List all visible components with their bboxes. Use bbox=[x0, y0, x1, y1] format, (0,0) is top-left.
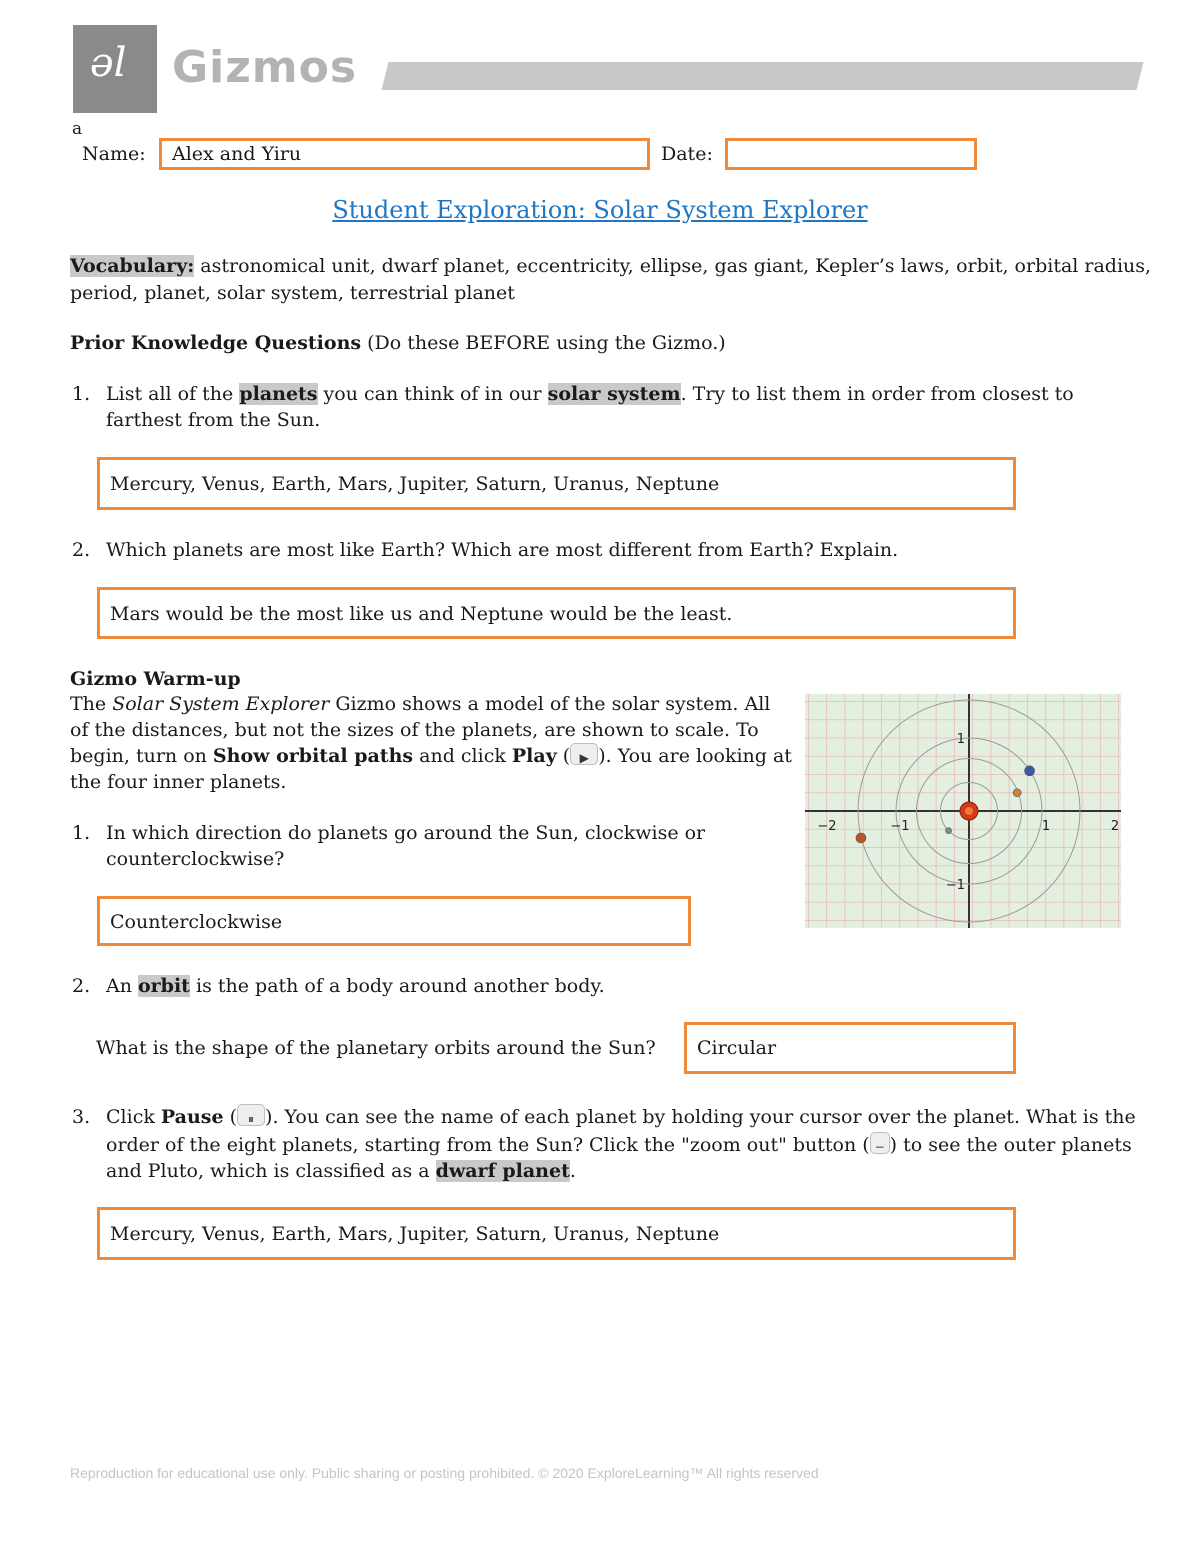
x-tick-label: −1 bbox=[890, 819, 910, 834]
y-tick-label: 1 bbox=[956, 732, 965, 747]
date-field[interactable] bbox=[725, 138, 977, 170]
brand-name: Gizmos bbox=[172, 42, 358, 93]
warmup-q1-answer[interactable]: Counterclockwise bbox=[97, 896, 691, 946]
warmup-paragraph-line-3: begin, turn on Show orbital paths and click Play ( ▶ ). You are looking at bbox=[70, 745, 792, 767]
planet-point-venus bbox=[1013, 789, 1021, 797]
stray-text: a bbox=[72, 119, 83, 139]
question-number: 3. bbox=[72, 1106, 91, 1128]
x-tick-label: 2 bbox=[1110, 819, 1120, 834]
x-tick-label: 1 bbox=[1041, 819, 1051, 834]
warmup-paragraph-line-1: The Solar System Explorer Gizmo shows a model of the solar system. All bbox=[70, 693, 771, 715]
warmup-q3-line-2: order of the eight planets, starting from the Sun? Click the "zoom out" button ( − ) to see the outer planets bbox=[106, 1134, 1132, 1156]
solar-system-chart bbox=[805, 694, 1121, 928]
prior-heading: Prior Knowledge Questions (Do these BEFORE using the Gizmo.) bbox=[70, 332, 726, 354]
question-number: 1. bbox=[72, 822, 91, 844]
warmup-q3-line-3: and Pluto, which is classified as a dwarf planet. bbox=[106, 1160, 576, 1182]
prior-q2-answer[interactable]: Mars would be the most like us and Neptune would be the least. bbox=[97, 587, 1016, 639]
prior-q2-text: Which planets are most like Earth? Which are most different from Earth? Explain. bbox=[106, 539, 899, 561]
play-icon: ▶ bbox=[570, 743, 598, 765]
warmup-paragraph-line-2: of the distances, but not the sizes of the planets, are shown to scale. To bbox=[70, 719, 759, 741]
y-tick-label: −1 bbox=[945, 878, 965, 893]
vocabulary-line-2: period, planet, solar system, terrestrial planet bbox=[70, 282, 515, 304]
question-number: 2. bbox=[72, 975, 91, 997]
zoom-out-icon: − bbox=[870, 1132, 890, 1154]
vocabulary-line-1: Vocabulary: astronomical unit, dwarf planet, eccentricity, ellipse, gas giant, Kepler’s laws, orbit, orbital radius, bbox=[70, 255, 1152, 277]
x-tick-label: −2 bbox=[817, 819, 837, 834]
page-title: Student Exploration: Solar System Explorer bbox=[332, 196, 868, 224]
name-field[interactable]: Alex and Yiru bbox=[159, 138, 650, 170]
warmup-q3-line-1: Click Pause ( ⏸ ). You can see the name of each planet by holding your cursor over the planet. What is the bbox=[106, 1106, 1136, 1128]
warmup-q3-answer[interactable]: Mercury, Venus, Earth, Mars, Jupiter, Saturn, Uranus, Neptune bbox=[97, 1207, 1016, 1260]
planet-point-mercury bbox=[946, 828, 952, 834]
planet-point-earth bbox=[1025, 766, 1035, 776]
warmup-q2-answer[interactable]: Circular bbox=[684, 1022, 1016, 1074]
pause-icon: ⏸ bbox=[237, 1104, 265, 1126]
warmup-paragraph-line-4: the four inner planets. bbox=[70, 771, 287, 793]
prior-q1-answer[interactable]: Mercury, Venus, Earth, Mars, Jupiter, Saturn, Uranus, Neptune bbox=[97, 457, 1016, 510]
name-label: Name: bbox=[82, 143, 146, 165]
prior-q1-line-1: List all of the planets you can think of in our solar system. Try to list them in order from closest to bbox=[106, 383, 1074, 405]
logo-icon: ǝl bbox=[90, 40, 127, 86]
warmup-q1-line-1: In which direction do planets go around the Sun, clockwise or bbox=[106, 822, 706, 844]
vocabulary-label: Vocabulary: bbox=[70, 255, 195, 277]
question-number: 1. bbox=[72, 383, 91, 405]
warmup-q2-subquestion: What is the shape of the planetary orbits around the Sun? bbox=[96, 1037, 656, 1059]
question-number: 2. bbox=[72, 539, 91, 561]
planet-point-mars bbox=[856, 833, 866, 843]
header-banner bbox=[382, 62, 1144, 90]
warmup-heading: Gizmo Warm-up bbox=[70, 668, 241, 690]
prior-q1-line-2: farthest from the Sun. bbox=[106, 409, 321, 431]
warmup-q1-line-2: counterclockwise? bbox=[106, 848, 285, 870]
warmup-q2-text: An orbit is the path of a body around another body. bbox=[106, 975, 605, 997]
date-label: Date: bbox=[661, 143, 713, 165]
sun-core bbox=[965, 807, 973, 815]
footer-copyright: Reproduction for educational use only. Public sharing or posting prohibited. © 2020 ExploreLearning™ All rights reserved bbox=[70, 1465, 819, 1481]
